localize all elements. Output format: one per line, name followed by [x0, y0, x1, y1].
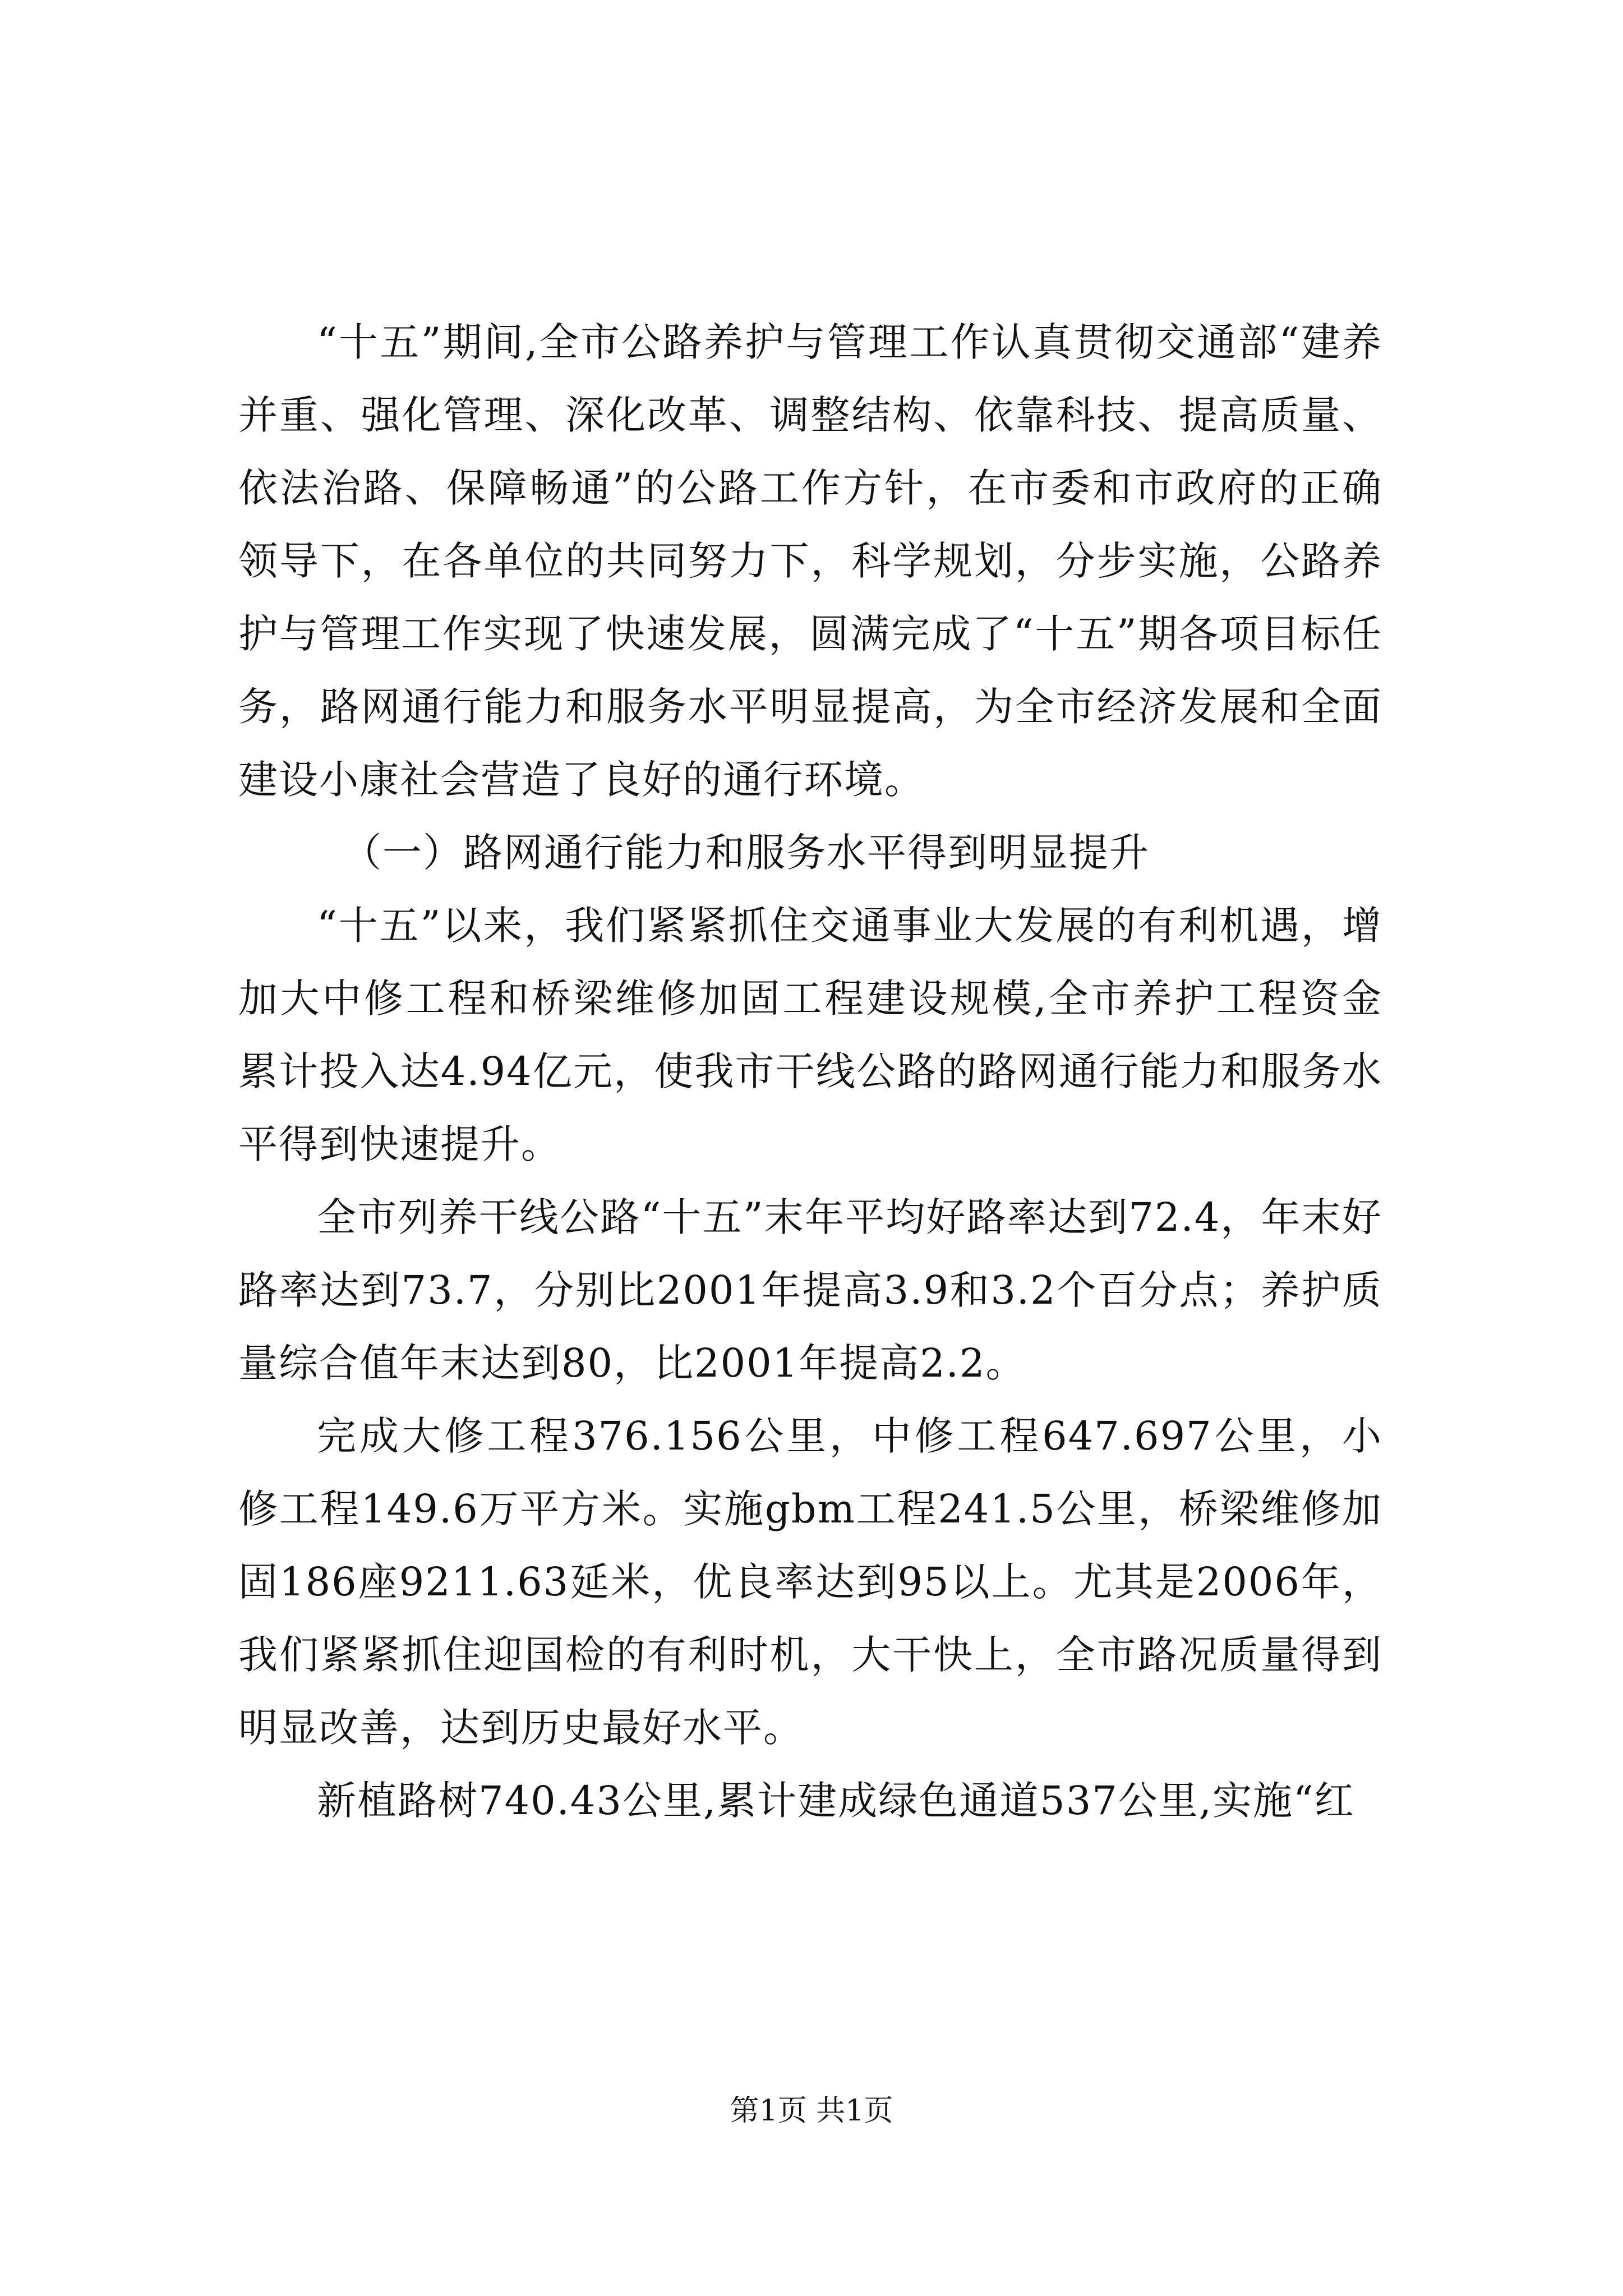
page-footer: 第1页 共1页 — [730, 2094, 893, 2128]
section-heading: （一）路网通行能力和服务水平得到明显提升 — [342, 830, 1150, 876]
paragraph-greening: 新植路树740.43公里,累计建成绿色通道537公里,实施“红 — [317, 1778, 1355, 1824]
paragraph-investment: “十五”以来，我们紧紧抓住交通事业大发展的有利机遇，增加大中修工程和桥梁维修加固工程建设规模,全市养护工程资金累计投入达4.94亿元，使我市干线公路的路网通行能力和服务水平得到快速提升。 — [238, 903, 1382, 1167]
document-body — [238, 306, 1382, 1837]
paragraph-road-rate: 全市列养干线公路“十五”末年平均好路率达到72.4，年末好路率达到73.7，分别比2001年提高3.9和3.2个百分点；养护质量综合值年末达到80，比2001年提高2.2。 — [238, 1194, 1382, 1386]
paragraph-repair-works: 完成大修工程376.156公里，中修工程647.697公里，小修工程149.6万平方米。实施gbm工程241.5公里，桥梁维修加固186座9211.63延米，优良率达到95以上。尤其是2006年，我们紧紧抓住迎国检的有利时机，大干快上，全市路况质量得到明显改善，达到历史最好水平。 — [238, 1413, 1382, 1751]
paragraph-intro: “十五”期间,全市公路养护与管理工作认真贯彻交通部“建养并重、强化管理、深化改革、调整结构、依靠科技、提高质量、依法治路、保障畅通”的公路工作方针，在市委和市政府的正确领导下，在各单位的共同努力下，科学规划，分步实施，公路养护与管理工作实现了快速发展，圆满完成了“十五”期各项目标任务，路网通行能力和服务水平明显提高，为全市经济发展和全面建设小康社会营造了良好的通行环境。 — [238, 319, 1382, 803]
